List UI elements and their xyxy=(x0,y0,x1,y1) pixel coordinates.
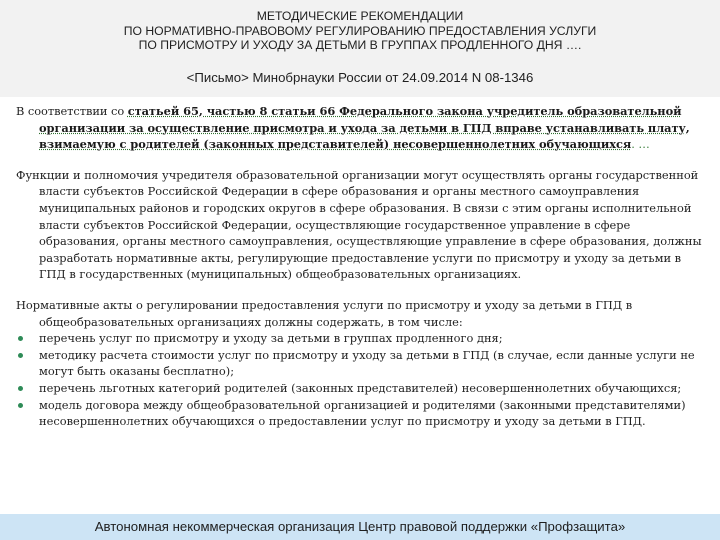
list-item-text: перечень услуг по присмотру и уходу за детьми в группах продленного дня; xyxy=(39,331,503,346)
title-line-3: ПО ПРИСМОТРУ И УХОДУ ЗА ДЕТЬМИ В ГРУППАХ ПРОДЛЕННОГО ДНЯ …. xyxy=(138,38,582,52)
bullet-icon xyxy=(18,403,23,408)
list-item xyxy=(16,397,706,430)
document-header xyxy=(0,0,720,97)
law-reference-link[interactable]: статьей 65, частью 8 статьи 66 Федерального закона учредитель образовательной организации за осуществление присмотра и ухода за детьми в ГПД вправе устанавливать плату, взимаемую с родителей (законных представителей) несовершеннолетних обучающихся xyxy=(39,104,690,152)
intro-paragraph xyxy=(16,103,706,153)
title-line-2: ПО НОРМАТИВНО-ПРАВОВОМУ РЕГУЛИРОВАНИЮ ПРЕДОСТАВЛЕНИЯ УСЛУГИ xyxy=(123,23,597,38)
requirements-list xyxy=(16,330,706,430)
organization-footer: Автономная некоммерческая организация Центр правовой поддержки «Профзащита» xyxy=(0,514,720,540)
document-subtitle: <Письмо> Минобрнауки России от 24.09.2014 N 08-1346 xyxy=(186,70,534,85)
list-item xyxy=(16,347,706,380)
list-item xyxy=(16,330,706,347)
document-title xyxy=(0,9,720,53)
intro-prefix: В соответствии со xyxy=(16,104,128,118)
list-item xyxy=(16,380,706,397)
list-item-text: методику расчета стоимости услуг по присмотру и уходу за детьми в ГПД (в случае, если данные услуги не могут быть оказаны бесплатно); xyxy=(39,347,695,379)
list-item-text: модель договора между общеобразовательной организацией и родителями (законными представителями) несовершеннолетних обучающихся о предоставлении услуг по присмотру и уходу за детьми в ГПД. xyxy=(39,397,686,429)
bullet-icon xyxy=(18,353,23,358)
intro-suffix: . … xyxy=(631,137,650,152)
bullet-icon xyxy=(18,336,23,341)
requirements-lead: Нормативные акты о регулировании предоставления услуги по присмотру и уходу за детьми в ГПД в общеобразовательных организациях должны содержать, в том числе: xyxy=(16,297,633,329)
document-body xyxy=(16,103,706,430)
requirements-section xyxy=(16,297,706,430)
functions-paragraph: Функции и полномочия учредителя образовательной организации могут осуществлять органы государственной власти субъектов Российской Федерации в сфере образования и органы местного самоуправления муниципальных районов и городских округов в сфере образования. В связи с этим органы исполнительной власти субъектов Российской Федерации, осуществляющие государственное управление в сфере образования, органы местного самоуправления, осуществляющие управление в сфере образования, должны разработать нормативные акты, регулирующие предоставление услуги по присмотру и уходу за детьми в ГПД в государственных (муниципальных) общеобразовательных организациях. xyxy=(16,167,702,282)
bullet-icon xyxy=(18,386,23,391)
list-item-text: перечень льготных категорий родителей (законных представителей) несовершеннолетних обучающихся; xyxy=(39,380,682,395)
title-line-1: МЕТОДИЧЕСКИЕ РЕКОМЕНДАЦИИ xyxy=(256,9,464,23)
